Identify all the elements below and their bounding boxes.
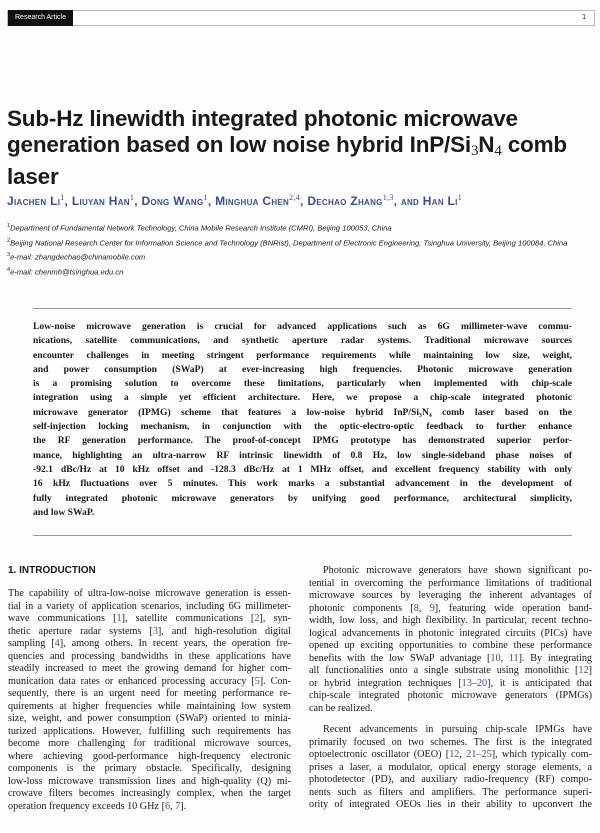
text-line: and power consumption (SWaP) at ever-increasing high frequencies. Photonic microwave generation: [33, 363, 572, 375]
affiliations: [7, 220, 592, 278]
text-line: primarily focused on two schemes. The first is the integrated: [309, 736, 592, 748]
affiliation-text: e-mail: zhangdechao@chinamobile.com: [10, 252, 146, 262]
paragraph: [8, 588, 291, 813]
text-line: is a promising solution to overcome these limitations, particularly when implemented with chip-scale: [33, 378, 572, 390]
text-line: microwave sources by leveraging the inherent advantages of: [309, 590, 592, 601]
text-line: become more challenging for traditional microwave sources,: [8, 738, 291, 749]
title-text: comb laser: [7, 132, 567, 189]
text-line: wave communications [1], satellite communications [2], syn-: [8, 613, 292, 624]
author: Jiachen Li: [7, 194, 61, 208]
text-line: The capability of ultra-low-noise microwave generation is essen-: [8, 588, 291, 599]
text-line: width, low loss, and high flexibility. In particular, recent techno-: [309, 615, 592, 626]
abstract: [33, 320, 572, 520]
text-line: fully integrated photonic microwave generators by unifying good performance, architectural simplicity,: [33, 492, 572, 504]
affiliation-mark: 3: [7, 252, 11, 259]
text-line: opened up exciting opportunities to combine these performance: [309, 640, 592, 651]
text-line: low-loss microwave transmission lines and high-quality (Q) mi-: [8, 775, 291, 787]
text-line: prises a laser, a modulator, optical energy storage elements, a: [309, 761, 592, 773]
title-subscript: 4: [494, 143, 502, 159]
author: Liuyan Han: [71, 194, 130, 208]
affiliation-mark: 1: [7, 223, 11, 229]
author: Minghua Chen: [215, 194, 290, 208]
text-line: photonic components [8, 9], featuring wide operation band-: [309, 602, 593, 614]
text-line: chip-scale integrated photonic microwave generators (IPMGs): [309, 690, 592, 701]
text-line: encounter challenges in meeting stringent performance requirements while maintaining low size, weight,: [33, 349, 572, 361]
text-line: Photonic microwave generators have shown significant po-: [323, 565, 592, 576]
text-line: microwave generator (IPMG) scheme that features a low-noise hybrid InP/Si₃N₄ comb laser based on the: [33, 406, 572, 418]
author-affiliation-mark: 1: [60, 193, 65, 202]
author-affiliation-mark: 2,4: [289, 193, 301, 202]
text-line: and low SWaP.: [33, 506, 95, 518]
text-line: logical advancements in photonic integrated circuits (PICs) have: [309, 627, 592, 639]
affiliation-text: e-mail: chenmh@tsinghua.edu.cn: [10, 267, 124, 277]
divider: [33, 535, 572, 536]
paper-title: [7, 106, 597, 190]
affiliation: [7, 220, 592, 235]
text-line: optoelectronic oscillator (OEO) [12, 21–25], which typically com-: [309, 749, 592, 760]
text-line: thetic aperture radar systems [3], and high-resolution digital: [8, 625, 292, 637]
paragraph: [309, 565, 592, 715]
text-line: -92.1 dBc/Hz at 10 kHz offset and -128.3 dBc/Hz at 1 MHz offset, and excellent frequency stability with only: [33, 463, 572, 475]
text-line: tential in overcoming the performance limitations of traditional: [309, 577, 592, 589]
author-affiliation-mark: 1: [203, 193, 208, 202]
text-line: ority of integrated OEOs lies in their ability to upconvert the: [309, 799, 592, 810]
affiliation: [7, 235, 592, 250]
affiliation-mark: 4: [7, 266, 11, 273]
text-line: nications, satellite communications, and synthetic aperture radar systems. Traditional microwave sources: [33, 335, 572, 347]
text-line: or hybrid integration techniques [13–20], it is anticipated that: [309, 677, 592, 689]
affiliation-mark: 2: [7, 237, 11, 244]
text-line: photodetector (PD), and auxiliary radio-frequency (RF) compo-: [309, 774, 592, 785]
affiliation: [7, 249, 592, 264]
author-affiliation-mark: 1,3: [382, 193, 394, 202]
author-list: Jiachen Li$^1$, Liuyan Han$^1$, Dong Wang$^1$, Minghua Chen$^{2,4}$, Dechao Zhang$^{1,3}$, and Han Li$^1$: [7, 193, 462, 208]
running-header: [7, 10, 595, 26]
text-line: can be realized.: [309, 702, 373, 714]
text-line: size, weight, and power consumption (SWaP) oriented to minia-: [8, 713, 291, 724]
paragraph: [309, 724, 592, 812]
title-text: N: [478, 132, 495, 157]
author: Dechao Zhang: [307, 194, 383, 208]
text-line: 16 kHz fluctuations over 5 minutes. This work marks a substantial advancement in the development of: [33, 478, 572, 490]
text-line: all functionalities onto a single substrate using monolithic [12]: [309, 665, 592, 676]
text-line: operation frequency exceeds 10 GHz [6, 7].: [8, 800, 187, 812]
text-line: turized applications. However, fulfilling such requirements has: [8, 725, 291, 737]
title-subscript: 3: [470, 143, 479, 159]
author: Dong Wang: [141, 194, 204, 208]
text-line: integration using a simple yet efficient architecture. Here, we propose a chip-scale integrated photonic: [33, 392, 572, 404]
text-line: steadily increased to meet the growing demand for higher com-: [8, 663, 291, 674]
divider: [33, 308, 572, 309]
text-line: benefits with the low SWaP advantage [10, 11]. By integrating: [309, 652, 593, 664]
author-affiliation-mark: 1: [129, 193, 135, 202]
affiliation: [7, 264, 592, 279]
article-type-tag: Research Article: [8, 10, 73, 26]
affiliation-text: Beijing National Research Center for Information Science and Technology (BNRist), Department of Electronic Engineering, Tsinghua University, Beijing 100084, China: [10, 238, 568, 248]
text-line: quencies and processing bandwidths in these applications have: [8, 650, 291, 662]
text-line: munication data rates or enhanced processing accuracy [5]. Con-: [8, 675, 291, 687]
text-line: where achieving good-performance high-frequency electronic: [8, 750, 291, 762]
text-line: mance, highlighting an ultra-narrow RF intrinsic linewidth of 0.8 Hz, low single-sideband phase noises of: [33, 449, 572, 461]
text-line: quirements at higher frequencies while maintaining low system: [8, 700, 291, 712]
text-line: crowave filters becomes increasingly complex, when the target: [8, 788, 291, 799]
author: and Han Li: [400, 194, 458, 208]
text-line: Recent advancements in pursuing chip-scale IPMGs have: [323, 724, 592, 735]
text-line: sampling [4], among others. In recent years, the operation fre-: [8, 638, 291, 649]
right-column: [309, 565, 592, 821]
page-number: 1: [582, 14, 586, 21]
left-column: [8, 588, 291, 822]
section-heading: 1. INTRODUCTION: [8, 565, 96, 576]
title-text: Sub-Hz linewidth integrated photonic microwave generation based on low noise hybrid InP/Si: [7, 106, 518, 157]
affiliation-text: Department of Fundamental Network Technology, China Mobile Research Institute (CMRI), Beijing 100053, China: [10, 223, 392, 233]
text-line: the RF generation performance. The proof-of-concept IPMG prototype has demonstrated superior perfor-: [33, 435, 572, 447]
author-affiliation-mark: 1: [457, 193, 462, 202]
text-line: Low-noise microwave generation is crucial for advanced applications such as 6G millimeter-wave commu-: [33, 321, 572, 332]
text-line: components is the primary obstacle. Specifically, designing: [8, 763, 291, 774]
text-line: tial in a variety of application scenarios, including 6G millimeter-: [8, 600, 291, 612]
text-line: nents such as filters and amplifiers. The performance superi-: [309, 786, 592, 798]
text-line: self-injection locking mechanism, in conjunction with the optic-electro-optic feedback to further enhance: [33, 421, 572, 433]
text-line: sequently, there is an urgent need for meeting performance re-: [8, 688, 291, 699]
